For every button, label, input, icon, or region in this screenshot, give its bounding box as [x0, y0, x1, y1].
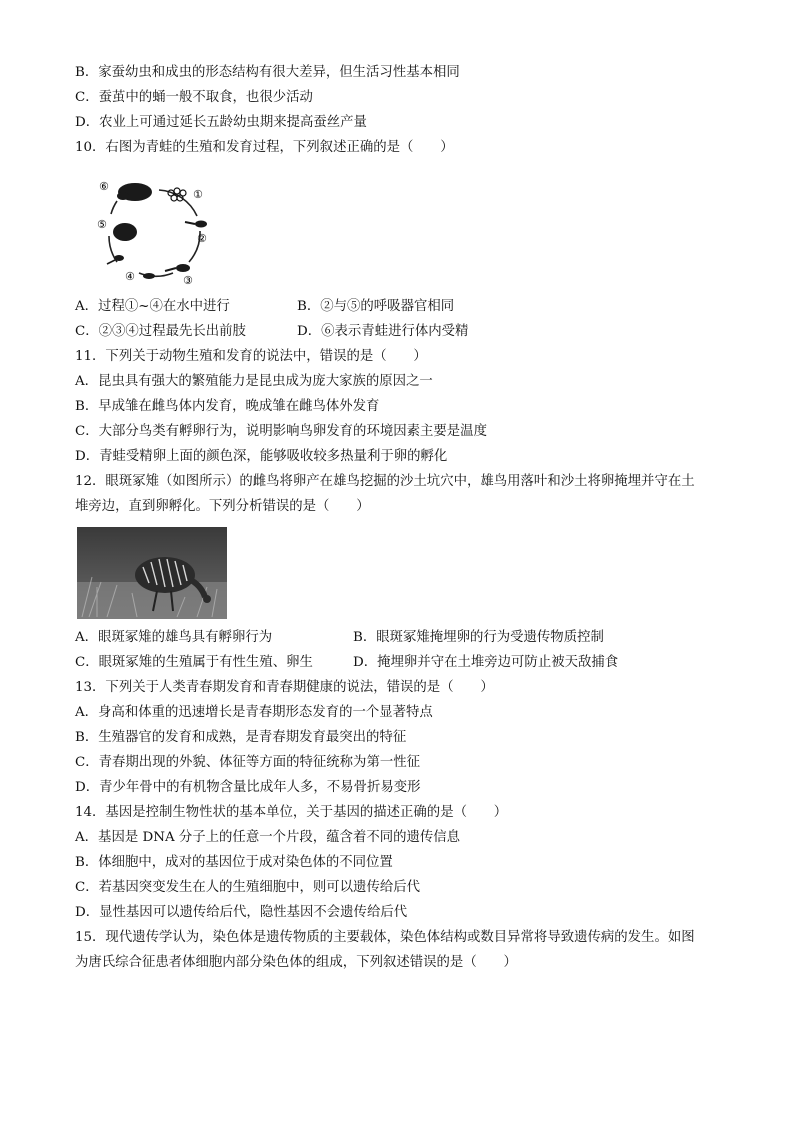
label-1: ①	[193, 188, 203, 201]
label-4: ④	[125, 270, 135, 283]
q14-option-b: B．体细胞中，成对的基因位于成对染色体的不同位置	[75, 855, 393, 870]
label-6: ⑥	[99, 180, 109, 193]
q10-option-d: D．⑥表示青蛙进行体内受精	[297, 324, 469, 339]
q15-stem-line-1: 15．现代遗传学认为，染色体是遗传物质的主要载体，染色体结构或数目异常将导致遗传病的发生。如图	[75, 930, 695, 945]
q12-stem-line-2: 堆旁边，直到卵孵化。下列分析错误的是（ ）	[75, 499, 370, 514]
q10-options-row-2	[75, 319, 735, 344]
q12-options-row-1	[75, 625, 735, 650]
q9-option-b: B．家蚕幼虫和成虫的形态结构有很大差异，但生活习性基本相同	[75, 65, 460, 80]
q9-option-d: D．农业上可通过延长五龄幼虫期来提高蚕丝产量	[75, 115, 367, 130]
q13-option-a: A．身高和体重的迅速增长是青春期形态发育的一个显著特点	[75, 705, 433, 720]
q14-option-a: A．基因是 DNA 分子上的任意一个片段，蕴含着不同的遗传信息	[75, 830, 461, 845]
q12-option-d: D．掩埋卵并守在土堆旁边可防止被天敌捕食	[353, 655, 619, 670]
q9-option-c: C．蚕茧中的蛹一般不取食，也很少活动	[75, 90, 313, 105]
q10-stem: 10．右图为青蛙的生殖和发育过程，下列叙述正确的是（ ）	[75, 140, 454, 155]
q10-option-a: A．过程①~④在水中进行	[75, 299, 230, 314]
q13-option-c: C．青春期出现的外貌、体征等方面的特征统称为第一性征	[75, 755, 421, 770]
q11-stem: 11．下列关于动物生殖和发育的说法中，错误的是（ ）	[75, 349, 427, 364]
q12-stem-line-1: 12．眼斑冢雉（如图所示）的雌鸟将卵产在雄鸟挖掘的沙土坑穴中，雄鸟用落叶和沙土将卵掩埋并守在土	[75, 474, 695, 489]
q13-option-d: D．青少年骨中的有机物含量比成年人多，不易骨折易变形	[75, 780, 421, 795]
label-2: ②	[197, 232, 207, 245]
q10-option-b: B．②与⑤的呼吸器官相同	[297, 299, 455, 314]
q12-option-c: C．眼斑冢雉的生殖属于有性生殖、卵生	[75, 655, 313, 670]
malleefowl-photo	[77, 527, 227, 619]
q12-option-a: A．眼斑冢雉的雄鸟具有孵卵行为	[75, 630, 273, 645]
q10-option-c: C．②③④过程最先长出前肢	[75, 324, 246, 339]
q13-option-b: B．生殖器官的发育和成熟，是青春期发育最突出的特征	[75, 730, 407, 745]
q14-option-c: C．若基因突变发生在人的生殖细胞中，则可以遗传给后代	[75, 880, 421, 895]
label-5: ⑤	[97, 218, 107, 231]
frog-life-cycle-diagram	[97, 176, 215, 286]
q14-option-d: D．显性基因可以遗传给后代，隐性基因不会遗传给后代	[75, 905, 408, 920]
frog-life-cycle-figure	[97, 176, 215, 286]
q11-option-a: A．昆虫具有强大的繁殖能力是昆虫成为庞大家族的原因之一	[75, 374, 433, 389]
q12-options-row-2	[75, 650, 735, 675]
q11-option-c: C．大部分鸟类有孵卵行为，说明影响鸟卵发育的环境因素主要是温度	[75, 424, 487, 439]
q14-stem: 14．基因是控制生物性状的基本单位，关于基因的描述正确的是（ ）	[75, 805, 508, 820]
q11-option-d: D．青蛙受精卵上面的颜色深，能够吸收较多热量利于卵的孵化	[75, 449, 448, 464]
q10-options-row-1	[75, 294, 735, 319]
exam-page	[75, 60, 735, 975]
label-3: ③	[183, 274, 193, 286]
q12-option-b: B．眼斑冢雉掩埋卵的行为受遗传物质控制	[353, 630, 604, 645]
q13-stem: 13．下列关于人类青春期发育和青春期健康的说法，错误的是（ ）	[75, 680, 494, 695]
q11-option-b: B．早成雏在雌鸟体内发育，晚成雏在雌鸟体外发育	[75, 399, 380, 414]
q15-stem-line-2: 为唐氏综合征患者体细胞内部分染色体的组成，下列叙述错误的是（ ）	[75, 955, 517, 970]
malleefowl-image	[77, 527, 227, 619]
